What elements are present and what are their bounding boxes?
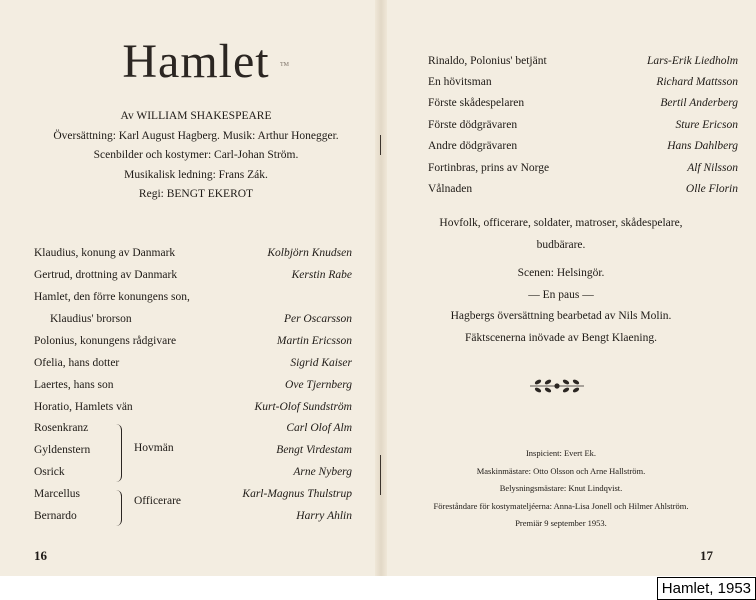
cast-actor: Bengt Virdestam [276, 444, 352, 456]
cast-role: Laertes, hans son [34, 379, 114, 391]
cast-actor: Lars-Erik Liedholm [646, 55, 738, 67]
image-caption: Hamlet, 1953 [657, 577, 756, 600]
notes-block [384, 305, 738, 349]
trademark-mark: TM [280, 62, 289, 68]
intermission-line: — En paus — [528, 289, 594, 301]
translation-music-credit: Översättning: Karl August Hagberg. Musik: Arthur Honegger. [53, 129, 339, 142]
staff-line: Belysningsmästare: Knut Lindqvist. [499, 483, 623, 493]
cast-role: Förste skådespelaren [428, 97, 525, 109]
extras-block [384, 212, 738, 256]
cast-row [0, 309, 378, 329]
cast-row [0, 331, 378, 351]
cast-actor: Sture Ericson [675, 119, 738, 131]
note-line: Hagbergs översättning bearbetad av Nils Molin. [450, 310, 672, 322]
group-member-row [0, 440, 378, 460]
group-label-officerare: Officerare [134, 495, 182, 507]
cast-actor: Olle Florin [685, 183, 738, 195]
cast-row [0, 375, 378, 395]
cast-role: Förste dödgrävaren [428, 119, 518, 131]
cast-role: Klaudius' brorson [50, 313, 132, 325]
cast-role: Gertrud, drottning av Danmark [34, 269, 178, 281]
staff-line: Inspicient: Evert Ek. [525, 448, 597, 458]
credits-block [0, 107, 392, 205]
cast-actor: Bertil Anderberg [660, 97, 738, 109]
cast-row [384, 136, 738, 156]
cast-role: Hamlet, den förre konungens son, [34, 291, 190, 303]
cast-role: Fortinbras, prins av Norge [428, 162, 550, 174]
cast-row [384, 115, 738, 135]
staff-line: Maskinmästare: Otto Olsson och Arne Hallström. [476, 465, 646, 476]
cast-actor: Sigrid Kaiser [290, 357, 352, 369]
cast-actor: Richard Mattsson [656, 76, 738, 88]
cast-row [384, 51, 738, 71]
cast-row [384, 158, 738, 178]
cast-actor: Martin Ericsson [276, 335, 352, 347]
cast-role: Horatio, Hamlets vän [34, 401, 133, 413]
group-label-hovman: Hovmän [134, 442, 174, 454]
cast-role: Andre dödgrävaren [428, 140, 518, 152]
left-page [0, 0, 378, 576]
cast-row [384, 179, 738, 199]
cast-role: Ofelia, hans dotter [34, 357, 120, 369]
extras-line: budbärare. [536, 239, 586, 251]
cast-row [0, 243, 378, 263]
group-member-row [0, 484, 378, 504]
page-number-right: 17 [700, 548, 713, 563]
page-number-left: 16 [34, 548, 47, 563]
group-member-row [0, 418, 378, 438]
cast-actor: Harry Ahlin [296, 510, 352, 522]
author-credit: Av WILLIAM SHAKESPEARE [120, 110, 272, 122]
cast-actor: Kerstin Rabe [291, 269, 352, 281]
scene-line: Scenen: Helsingör. [517, 267, 605, 279]
staff-block [384, 445, 738, 533]
staff-line: Föreståndare för kostymateljéerna: Anna-Lisa Jonell och Hilmer Ahlström. [433, 500, 689, 511]
cast-role: Bernardo [34, 510, 77, 522]
cast-role: Rinaldo, Polonius' betjänt [428, 55, 547, 67]
cast-actor: Carl Olof Alm [286, 422, 352, 434]
cast-actor: Alf Nilsson [687, 162, 738, 174]
cast-row [0, 287, 378, 307]
cast-actor: Kurt-Olof Sundström [254, 401, 352, 413]
cast-role: Marcellus [34, 488, 80, 500]
cast-actor: Karl-Magnus Thulstrup [242, 488, 352, 500]
cast-row [0, 353, 378, 373]
group-member-row [0, 462, 378, 482]
cast-role: Rosenkranz [34, 422, 89, 434]
cast-role: Vålnaden [428, 183, 473, 195]
cast-role: Klaudius, konung av Danmark [34, 247, 176, 259]
group-member-row [0, 506, 378, 526]
cast-row [384, 72, 738, 92]
cast-role: Polonius, konungens rådgivare [34, 335, 177, 347]
cast-role: Gyldenstern [34, 444, 91, 456]
fold-mark [380, 455, 381, 495]
play-title: Hamlet [122, 35, 270, 88]
note-line: Fäktscenerna inövade av Bengt Klaening. [465, 332, 657, 344]
cast-actor: Hans Dahlberg [667, 140, 738, 152]
cast-actor: Arne Nyberg [293, 466, 352, 478]
design-credit: Scenbilder och kostymer: Carl-Johan Ström. [93, 149, 299, 161]
musical-direction-credit: Musikalisk ledning: Frans Zák. [124, 168, 268, 181]
cast-role: En hövitsman [428, 76, 492, 88]
cast-actor: Ove Tjernberg [285, 379, 352, 391]
director-credit: Regi: BENGT EKEROT [138, 188, 254, 200]
cast-row [0, 265, 378, 285]
fold-mark [380, 135, 381, 155]
cast-row [384, 93, 738, 113]
staff-line: Premiär 9 september 1953. [515, 518, 607, 528]
decorative-flourish-icon [528, 376, 586, 396]
group-brace [115, 490, 122, 526]
cast-actor: Per Oscarsson [283, 313, 352, 325]
cast-row [0, 397, 378, 417]
cast-role: Osrick [34, 466, 65, 478]
group-brace [115, 424, 122, 482]
cast-actor: Kolbjörn Knudsen [267, 247, 352, 259]
extras-line: Hovfolk, officerare, soldater, matroser, skådespelare, [439, 217, 683, 229]
